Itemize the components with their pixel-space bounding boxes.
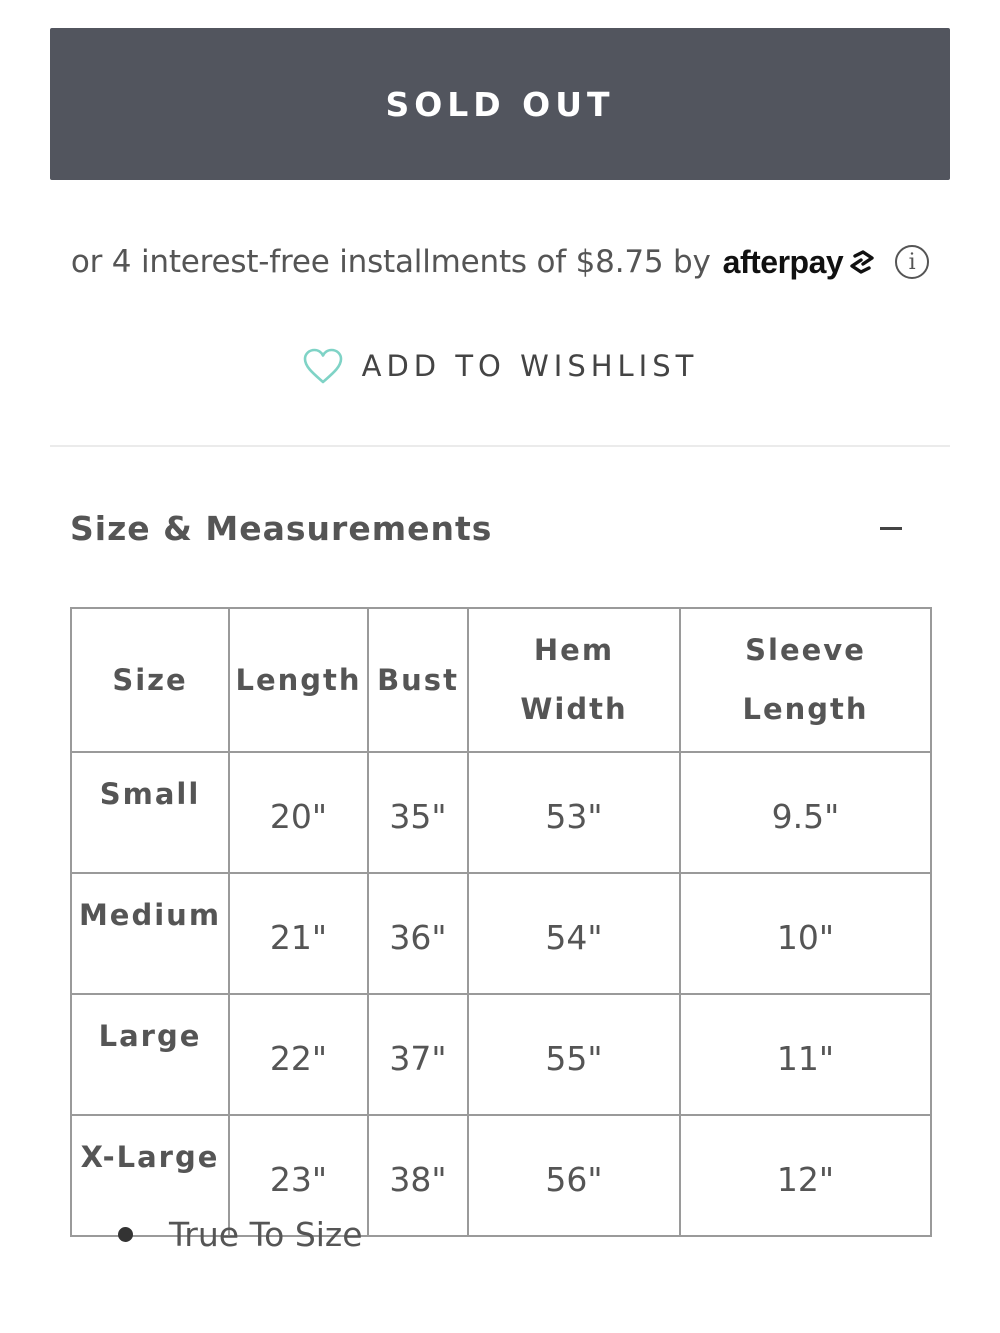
- size-measurements-header[interactable]: [70, 500, 910, 556]
- bust-cell: 38": [368, 1115, 468, 1236]
- header-size: Size: [71, 608, 229, 752]
- size-cell: Large: [71, 994, 229, 1115]
- wishlist-label: ADD TO WISHLIST: [361, 349, 699, 383]
- length-cell: 22": [229, 994, 368, 1115]
- heart-icon: [302, 347, 344, 385]
- section-divider: [50, 445, 950, 447]
- sold-out-button[interactable]: SOLD OUT: [50, 28, 950, 180]
- bust-cell: 36": [368, 873, 468, 994]
- afterpay-wordmark: afterpay: [722, 243, 844, 280]
- header-bust: Bust: [368, 608, 468, 752]
- afterpay-installments: [0, 232, 1000, 292]
- list-item: [118, 1215, 363, 1254]
- sleeve-length-cell: 11": [680, 994, 931, 1115]
- hem-width-cell: 53": [468, 752, 680, 873]
- header-hem-width: Hem Width: [468, 608, 680, 752]
- table-row: [71, 873, 931, 994]
- hem-width-cell: 56": [468, 1115, 680, 1236]
- minus-icon[interactable]: [880, 527, 902, 530]
- section-title: Size & Measurements: [70, 508, 493, 548]
- add-to-wishlist-button[interactable]: [0, 340, 1000, 392]
- bust-cell: 37": [368, 994, 468, 1115]
- afterpay-arrows-icon: [845, 249, 879, 275]
- size-cell: Medium: [71, 873, 229, 994]
- hem-width-cell: 55": [468, 994, 680, 1115]
- sleeve-length-cell: 10": [680, 873, 931, 994]
- length-cell: 20": [229, 752, 368, 873]
- bust-cell: 35": [368, 752, 468, 873]
- size-chart-table: [70, 607, 932, 1237]
- afterpay-logo[interactable]: [723, 244, 880, 281]
- size-notes-list: [118, 1215, 363, 1254]
- info-icon[interactable]: i: [895, 245, 929, 279]
- size-cell: Small: [71, 752, 229, 873]
- sleeve-length-cell: 9.5": [680, 752, 931, 873]
- header-length: Length: [229, 608, 368, 752]
- installments-text: or 4 interest-free installments of $8.75 by: [70, 244, 711, 280]
- hem-width-cell: 54": [468, 873, 680, 994]
- table-row: [71, 752, 931, 873]
- size-cell: X-Large: [71, 1115, 229, 1236]
- sleeve-length-cell: 12": [680, 1115, 931, 1236]
- bullet-dot-icon: [118, 1227, 133, 1242]
- header-sleeve-length: Sleeve Length: [680, 608, 931, 752]
- note-text: True To Size: [169, 1215, 363, 1254]
- length-cell: 23": [229, 1115, 368, 1236]
- length-cell: 21": [229, 873, 368, 994]
- table-row: [71, 994, 931, 1115]
- table-header-row: [71, 608, 931, 752]
